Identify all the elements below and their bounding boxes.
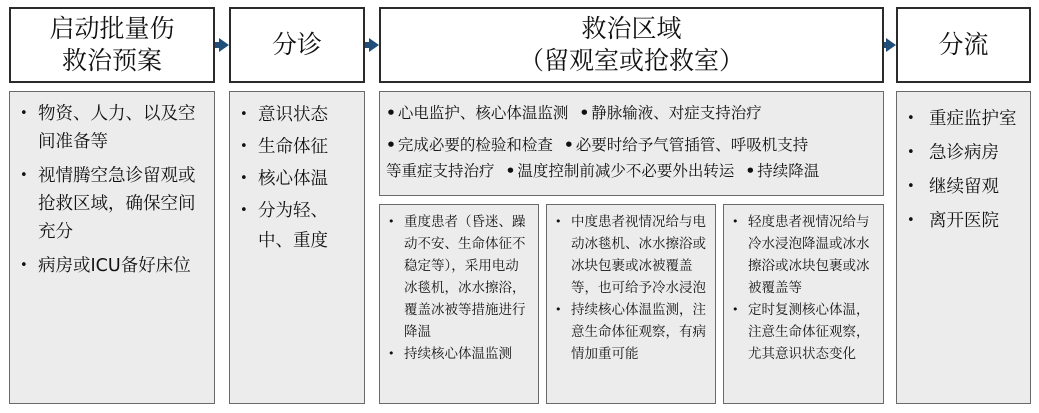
bullet-icon: • [505,162,516,180]
list-item: • 中度患者视情况给与电动冰毯机、冰水擦浴或冰块包裹或冰被覆盖等，也可给予冷水浸泡 [555,211,709,299]
bullet-icon: • [563,136,574,154]
list-item: • 急诊病房 [907,136,1026,170]
arrow-right-icon [886,38,896,52]
bullet-icon: • [732,215,739,228]
header-disposition-label: 分流 [938,30,989,59]
list-item: • 重症监护室 [907,102,1026,136]
header-launch-line1: 启动批量伤 [49,14,175,43]
bullet-icon: • [240,107,248,122]
bullet-icon: • [386,136,396,154]
launch-plan-list [20,100,206,280]
treatment-line-2: • 完成必要的检验和检查 • 必要时给予气管插管、呼吸机支持 [386,136,809,154]
arrow-right-icon [369,38,379,52]
bullet-icon: • [20,258,28,273]
arrow-right-icon [219,38,229,52]
list-item: • 定时复测核心体温，注意生命体征观察，尤其意识状态变化 [732,299,877,365]
bullet-icon: • [555,215,562,228]
mild-patient-list [732,211,877,365]
header-treatment-line2: （留观室或抢救室） [518,46,744,75]
list-item: • 物资、人力、以及空间准备等 [20,100,206,156]
list-item: • 离开医院 [907,204,1026,238]
list-item: • 轻度患者视情况给与冷水浸泡降温或冰水擦浴或冰块包裹或冰被覆盖等 [732,211,877,299]
bullet-icon: • [555,303,562,316]
bullet-icon: • [20,106,28,121]
header-triage [229,7,365,83]
disposition-list [907,102,1026,238]
treatment-line-3: 等重症支持治疗 • 温度控制前减少不必要外出转运 • 持续降温 [386,162,820,180]
moderate-patient-panel [546,204,716,404]
header-disposition [896,7,1031,83]
header-launch-plan [9,7,215,83]
list-item: • 持续核心体温监测 [388,343,532,365]
triage-panel [229,91,365,404]
disposition-panel [896,91,1031,404]
list-item: • 意识状态 [240,100,358,130]
list-item: • 核心体温 [240,164,358,194]
bullet-icon: • [240,171,248,186]
severe-patient-list [388,211,532,365]
mild-patient-panel [723,204,884,404]
header-treatment-area [379,7,884,83]
bullet-icon: • [732,303,739,316]
bullet-icon: • [388,347,395,360]
list-item: • 病房或ICU备好床位 [20,252,206,280]
bullet-icon: • [386,104,396,122]
header-launch-line2: 救治预案 [61,46,162,75]
treatment-common-panel [379,91,884,196]
header-treatment-line1: 救治区域 [581,14,682,43]
moderate-patient-list [555,211,709,365]
header-triage-label: 分诊 [271,30,322,59]
treatment-line-1: • 心电监护、核心体温监测 • 静脉输液、对症支持治疗 [386,104,762,122]
list-item: • 持续核心体温监测，注意生命体征观察，有病情加重可能 [555,299,709,365]
bullet-icon: • [579,104,590,122]
list-item: • 生命体征 [240,132,358,162]
list-item: • 继续留观 [907,170,1026,204]
severe-patient-panel [379,204,539,404]
bullet-icon: • [240,203,248,218]
list-item: • 分为轻、中、重度 [240,196,358,256]
list-item: • 重度患者（昏迷、躁动不安、生命体征不稳定等），采用电动冰毯机，冰水擦浴，覆盖冰被等措施进行降温 [388,211,532,343]
bullet-icon: • [388,215,395,228]
bullet-icon: • [745,162,756,180]
bullet-icon: • [907,145,915,160]
triage-list [240,100,358,256]
bullet-icon: • [907,213,915,228]
bullet-icon: • [907,111,915,126]
launch-plan-panel [9,91,215,404]
bullet-icon: • [907,179,915,194]
bullet-icon: • [240,139,248,154]
list-item: • 视情腾空急诊留观或抢救区域，确保空间充分 [20,162,206,246]
bullet-icon: • [20,168,28,183]
